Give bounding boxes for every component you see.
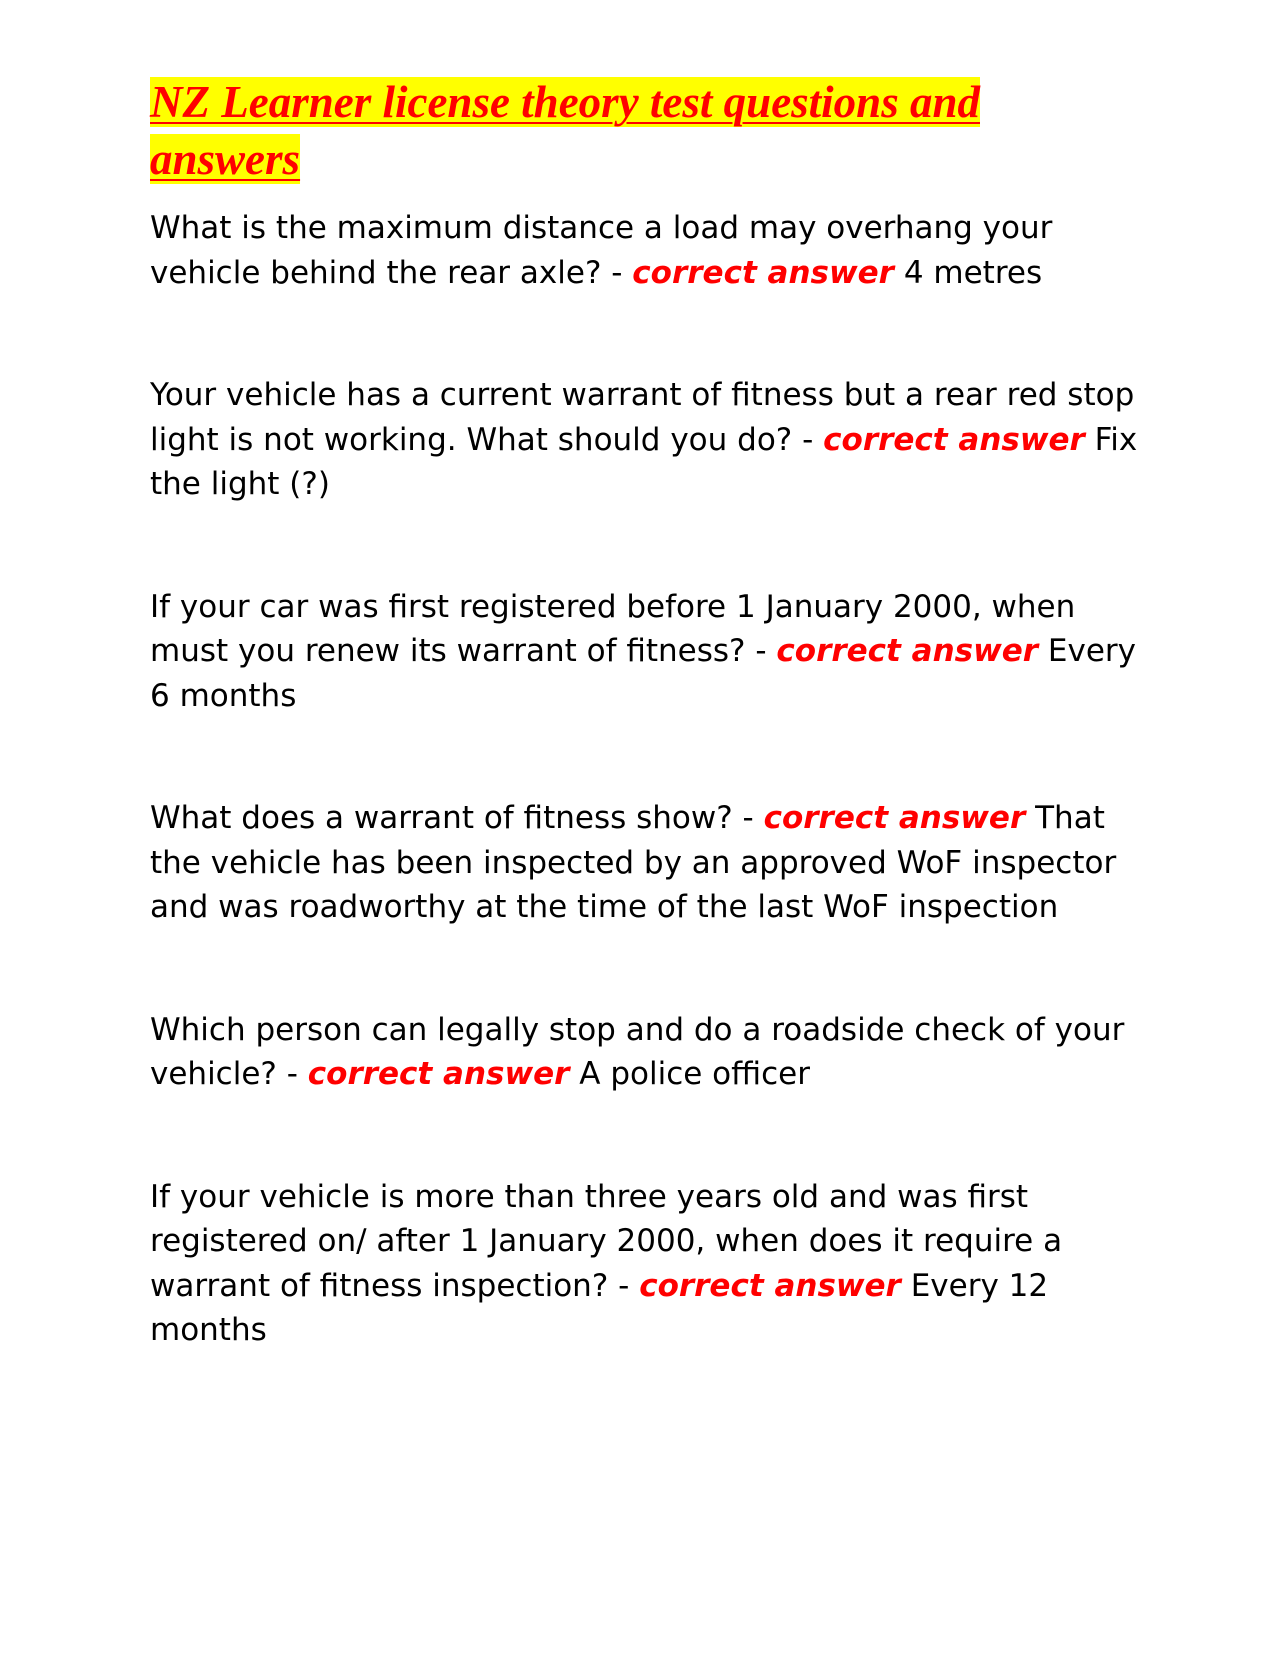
document-title (150, 74, 1140, 188)
document-title-text: NZ Learner license theory test questions and answers (150, 77, 980, 184)
correct-answer-label: correct answer (632, 254, 894, 291)
question-text: Which person can legally stop and do a roadside check of your vehicle? - (150, 1011, 1125, 1092)
qa-item-4 (150, 796, 1140, 930)
question-text: If your car was first registered before 1 January 2000, when must you renew its warrant of fitness? - (150, 588, 1076, 669)
qa-item-1 (150, 206, 1140, 295)
answer-text: That the vehicle has been inspected by an approved WoF inspector and was roadworthy at the time of the last WoF inspection (150, 800, 1117, 925)
correct-answer-label: correct answer (639, 1267, 901, 1304)
correct-answer-label: correct answer (776, 633, 1039, 669)
answer-text: Every 6 months (150, 633, 1137, 714)
document-content (150, 74, 1140, 1431)
qa-item-5 (150, 1008, 1140, 1097)
qa-item-2 (150, 373, 1140, 507)
answer-text: Every 12 months (150, 1267, 1049, 1348)
question-text: Your vehicle has a current warrant of fitness but a rear red stop light is not working. What should you do? - (150, 377, 1135, 458)
question-text: If your vehicle is more than three years old and was first registered on/ after 1 January 2000, when does it require a warrant of fitness inspection? - (150, 1178, 1063, 1304)
answer-text: 4 metres (903, 254, 1043, 291)
qa-item-3 (150, 585, 1140, 719)
correct-answer-label: correct answer (823, 421, 1085, 458)
question-text: What does a warrant of fitness show? - (150, 800, 764, 836)
question-text: What is the maximum distance a load may overhang your vehicle behind the rear axle? - (150, 210, 1053, 291)
correct-answer-label: correct answer (307, 1056, 570, 1092)
answer-text: A police officer (579, 1056, 810, 1092)
qa-item-6 (150, 1175, 1140, 1353)
correct-answer-label: correct answer (763, 800, 1026, 836)
answer-text: Fix the light (?) (150, 421, 1138, 502)
